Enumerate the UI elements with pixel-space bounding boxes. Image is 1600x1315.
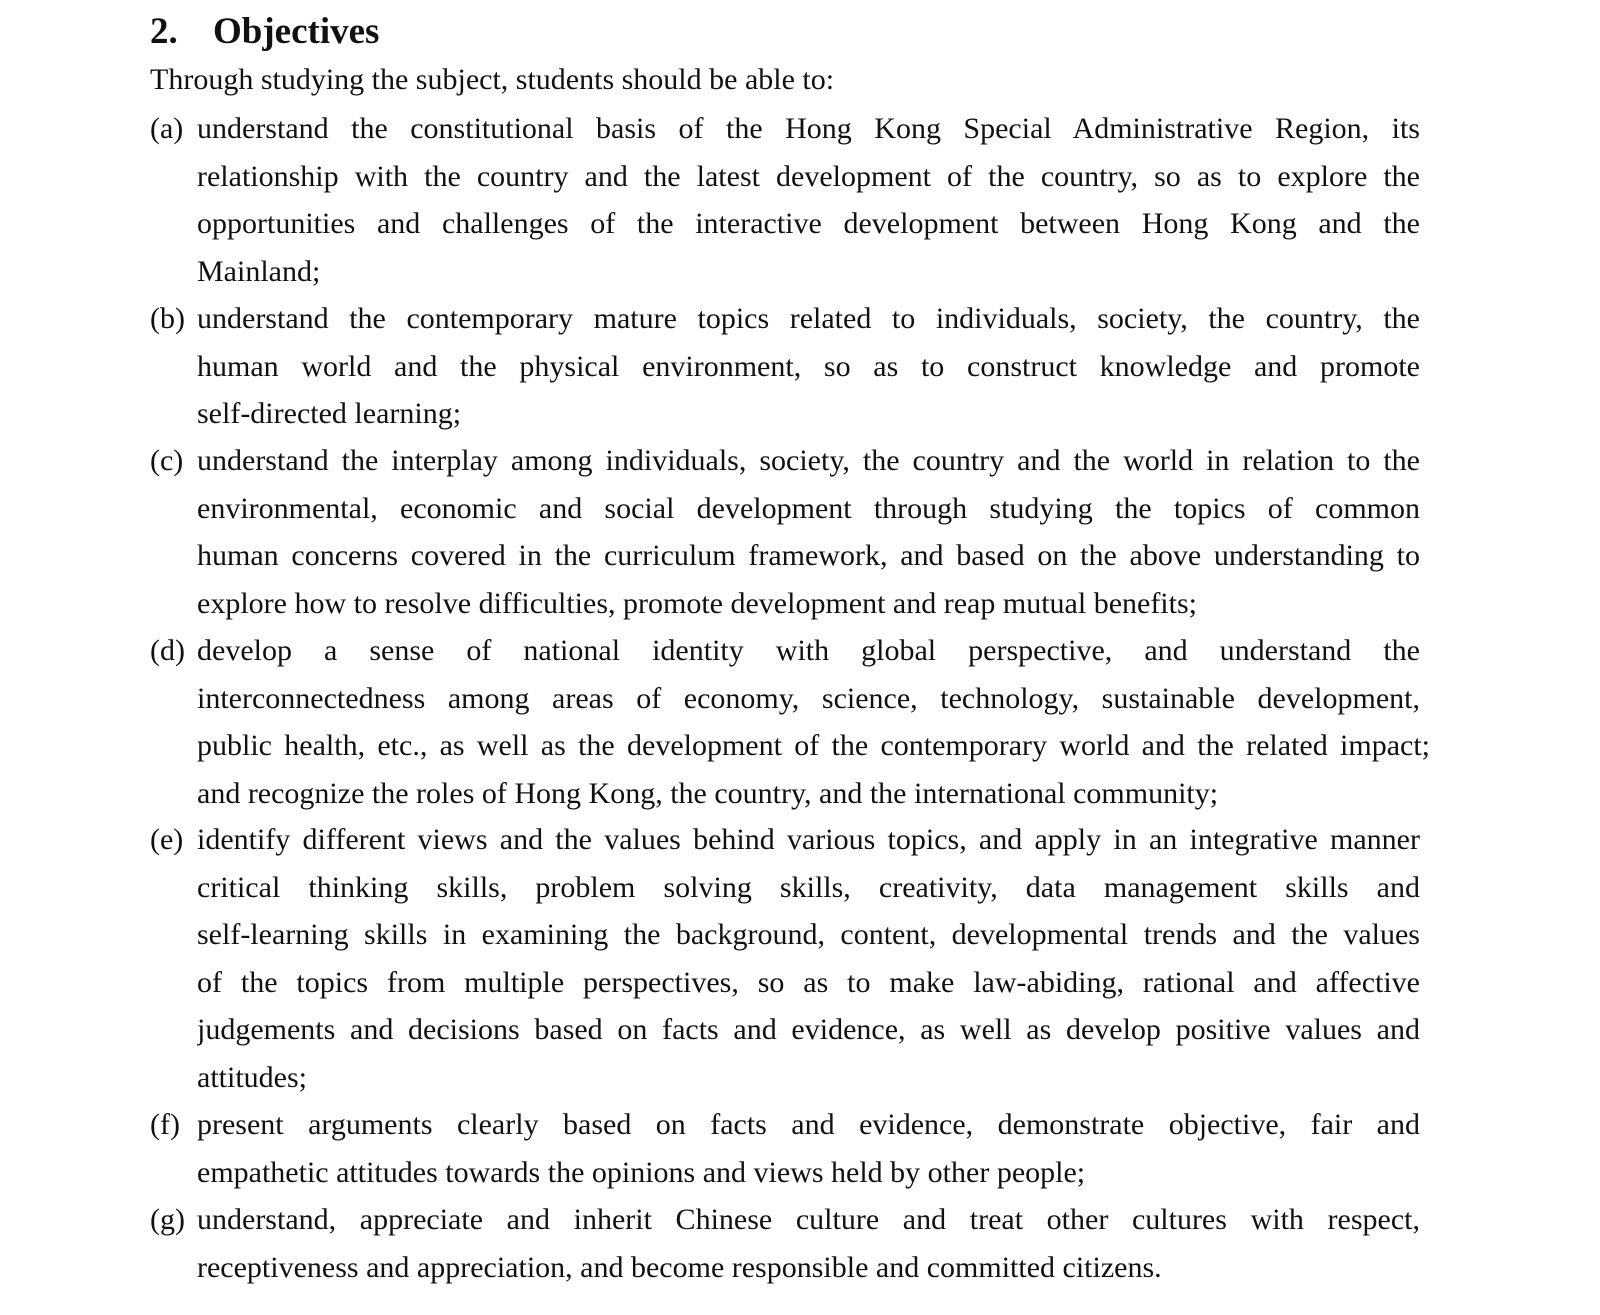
text-line: critical thinking skills, problem solving skills, creativity, data management skills and bbox=[197, 870, 1420, 904]
section-number: 2. bbox=[150, 11, 178, 52]
text-line: empathetic attitudes towards the opinions and views held by other people; bbox=[197, 1155, 1086, 1189]
text-line: human world and the physical environment, so as to construct knowledge and promote bbox=[197, 349, 1420, 383]
text-line: understand the interplay among individuals, society, the country and the world in relation to the bbox=[197, 444, 1420, 477]
section-heading bbox=[150, 10, 379, 53]
objective-label: (a) bbox=[150, 112, 184, 145]
text-line: explore how to resolve difficulties, promote development and reap mutual benefits; bbox=[197, 586, 1197, 620]
text-line: attitudes; bbox=[197, 1060, 307, 1094]
text-line: understand the contemporary mature topics related to individuals, society, the country, the bbox=[197, 302, 1420, 335]
text-line: understand the constitutional basis of the Hong Kong Special Administrative Region, its bbox=[197, 112, 1420, 145]
text-line: self-directed learning; bbox=[197, 397, 462, 430]
objective-text bbox=[197, 816, 1420, 1101]
text-line: identify different views and the values behind various topics, and apply in an integrative manner bbox=[197, 823, 1420, 856]
objective-text bbox=[197, 1101, 1420, 1196]
objective-label: (c) bbox=[150, 444, 184, 477]
text-line: receptiveness and appreciation, and become responsible and committed citizens. bbox=[197, 1250, 1162, 1284]
text-line: human concerns covered in the curriculum framework, and based on the above understanding to bbox=[197, 539, 1420, 572]
objective-text bbox=[197, 437, 1420, 627]
text-line: interconnectedness among areas of economy, science, technology, sustainable development, bbox=[197, 681, 1420, 715]
text-line: of the topics from multiple perspectives, so as to make law-abiding, rational and affective bbox=[197, 965, 1420, 999]
text-line: self-learning skills in examining the background, content, developmental trends and the values bbox=[197, 918, 1420, 951]
section-title: Objectives bbox=[213, 11, 380, 52]
text-line: understand, appreciate and inherit Chinese culture and treat other cultures with respect, bbox=[197, 1203, 1420, 1236]
text-line: and recognize the roles of Hong Kong, the country, and the international community; bbox=[197, 776, 1219, 810]
text-line: environmental, economic and social development through studying the topics of common bbox=[197, 491, 1420, 525]
text-line: develop a sense of national identity with global perspective, and understand the bbox=[197, 634, 1420, 667]
objective-label: (f) bbox=[150, 1108, 180, 1141]
objective-label: (d) bbox=[150, 634, 185, 667]
text-line: relationship with the country and the latest development of the country, so as to explore the bbox=[197, 159, 1420, 193]
objective-text bbox=[197, 295, 1420, 438]
objective-label: (b) bbox=[150, 302, 185, 335]
objective-text bbox=[197, 1196, 1420, 1291]
text-line: present arguments clearly based on facts and evidence, demonstrate objective, fair and bbox=[197, 1108, 1420, 1141]
text-line: opportunities and challenges of the interactive development between Hong Kong and the bbox=[197, 207, 1420, 240]
text-line: judgements and decisions based on facts and evidence, as well as develop positive values and bbox=[197, 1013, 1420, 1046]
text-line: Mainland; bbox=[197, 254, 321, 288]
text-line: public health, etc., as well as the development of the contemporary world and the related impact; bbox=[197, 729, 1430, 762]
intro-text: Through studying the subject, students should be able to: bbox=[150, 63, 835, 96]
objective-text bbox=[197, 627, 1430, 817]
objective-label: (e) bbox=[150, 823, 184, 856]
objective-label: (g) bbox=[150, 1203, 185, 1236]
objective-text bbox=[197, 105, 1420, 295]
